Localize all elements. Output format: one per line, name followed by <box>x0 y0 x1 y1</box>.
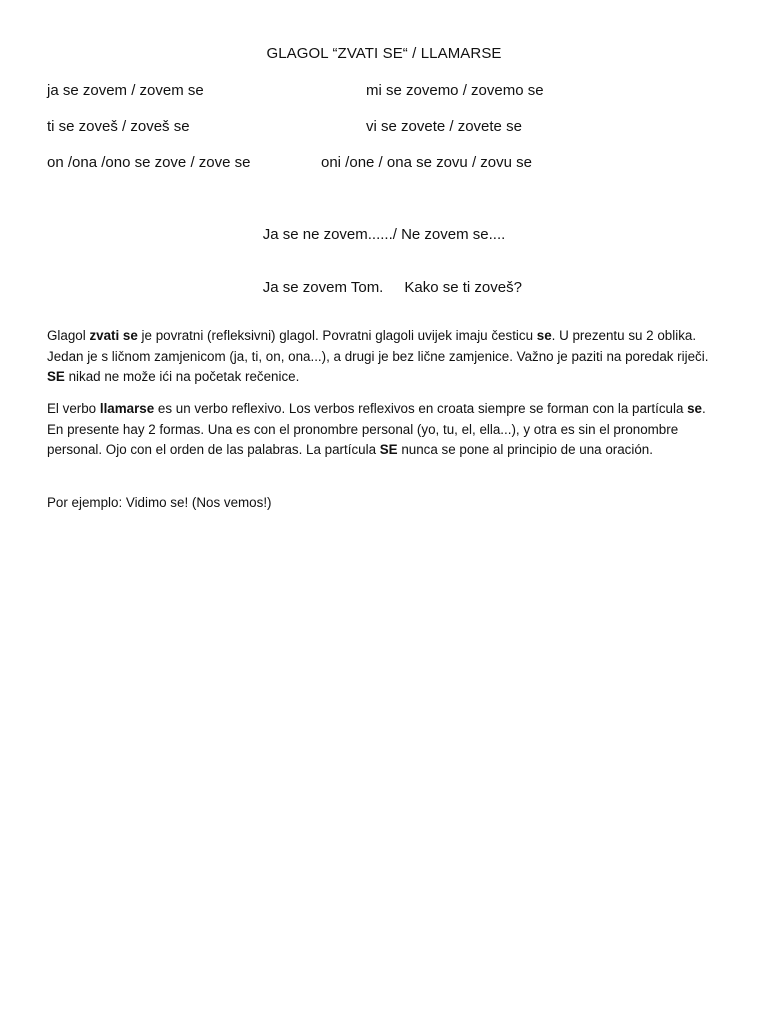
example-intro-question: Kako se ti zoveš? <box>404 279 522 296</box>
page-title: GLAGOL “ZVATI SE“ / LLAMARSE <box>266 45 502 62</box>
example-vidimo-se: Por ejemplo: Vidimo se! (Nos vemos!) <box>47 495 272 510</box>
conjugation-on: on /ona /ono se zove / zove se <box>47 154 251 171</box>
example-introduction <box>0 262 768 313</box>
conjugation-vi: vi se zovete / zovete se <box>366 118 522 135</box>
conjugation-ja: ja se zovem / zovem se <box>47 82 204 99</box>
conjugation-ti: ti se zoveš / zoveš se <box>47 118 190 135</box>
conjugation-oni: oni /one / ona se zovu / zovu se <box>321 154 532 171</box>
example-intro-statement: Ja se zovem Tom. <box>262 279 384 296</box>
paragraph-spanish: El verbo llamarse es un verbo reflexivo. Los verbos reflexivos en croata siempre se forman con la partícula se. En presente hay 2 formas. Una es con el pronombre personal (yo, tu, el, ella...), y otra es sin el pronombre personal. Ojo con el orden de las palabras. La partícula SE nunca se pone al principio de una oración. <box>47 401 706 457</box>
example-negation: Ja se ne zovem....../ Ne zovem se.... <box>262 226 506 243</box>
paragraph-croatian: Glagol zvati se je povratni (refleksivni) glagol. Povratni glagoli uvijek imaju česticu se. U prezentu su 2 oblika. Jedan je s ličnom zamjenicom (ja, ti, on, ona...), a drugi je bez lične zamjenice. Važno je paziti na poredak riječi. SE nikad ne može ići na početak rečenice. <box>47 328 709 384</box>
conjugation-mi: mi se zovemo / zovemo se <box>366 82 544 99</box>
